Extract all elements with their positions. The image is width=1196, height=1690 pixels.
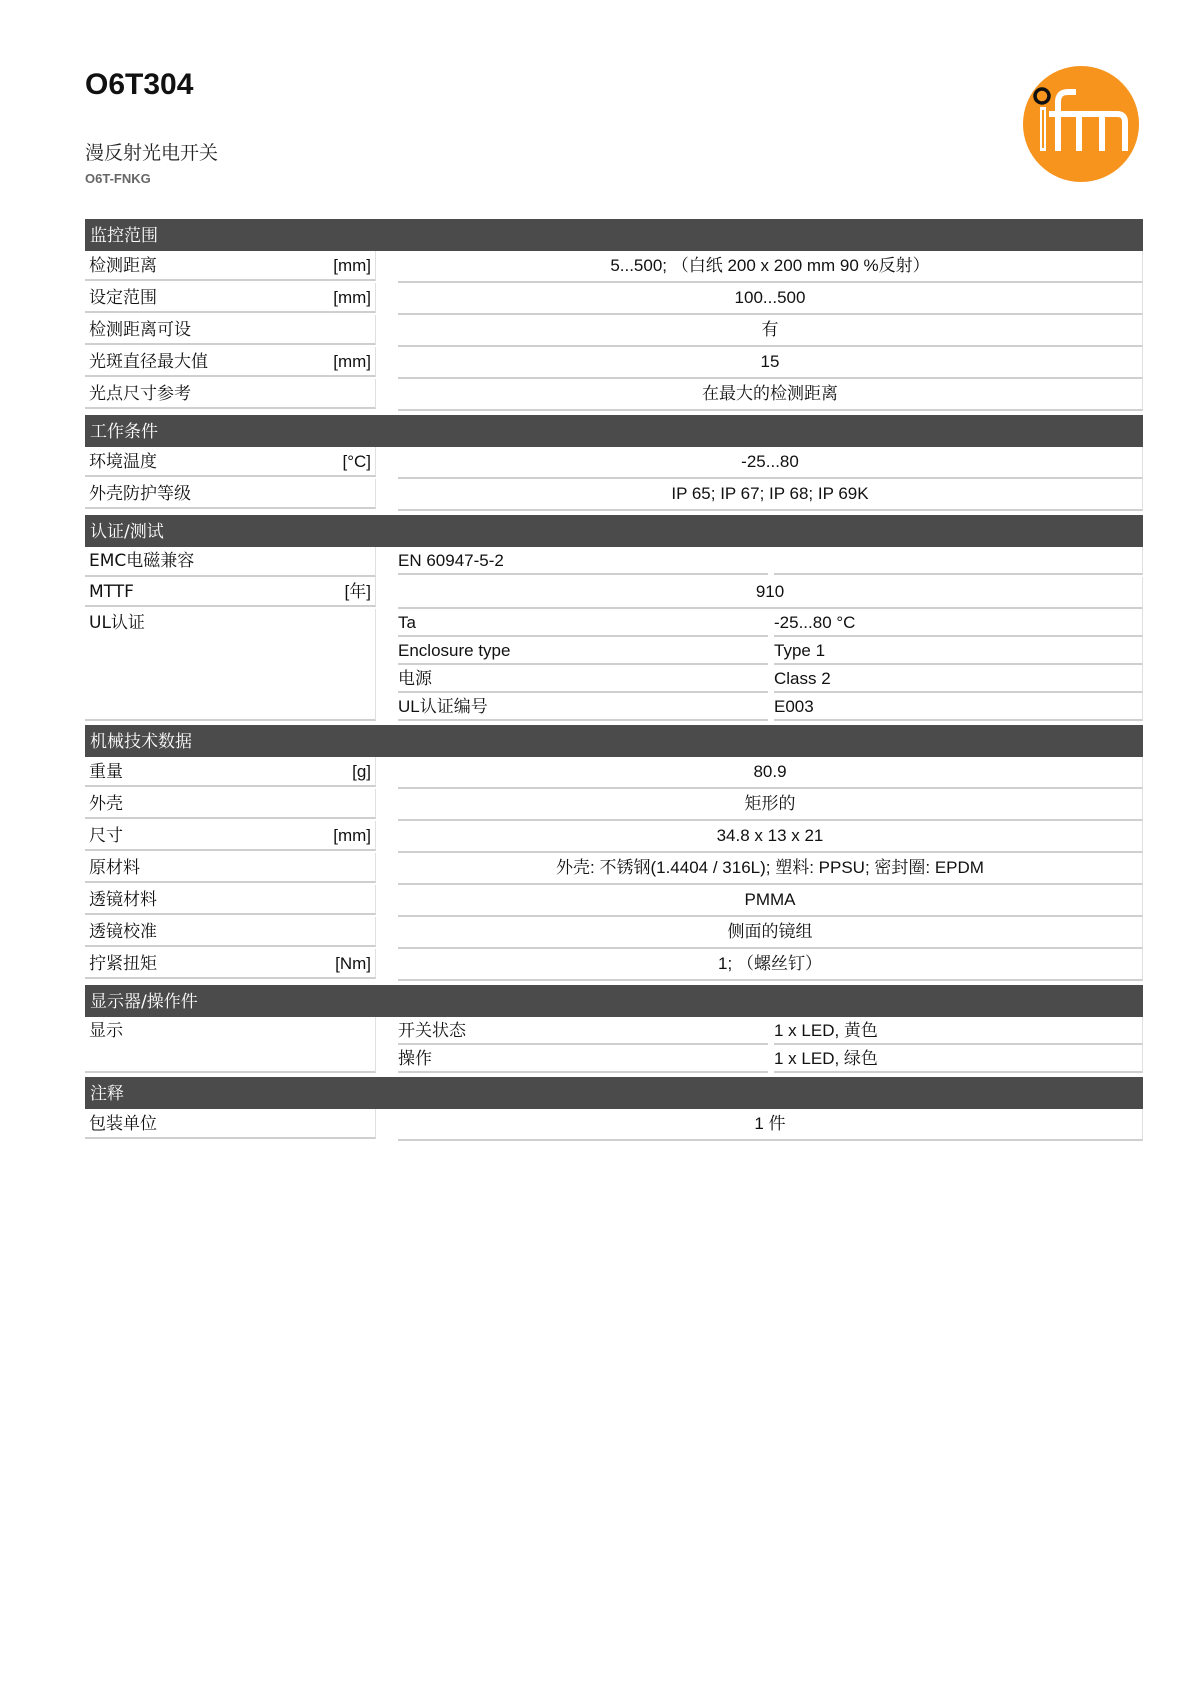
product-title: O6T304 [85,68,194,101]
row-unit: [Nm] [335,954,371,973]
row-value: 外壳: 不锈钢(1.4404 / 316L); 塑料: PPSU; 密封圈: EPDM [398,853,1143,885]
table-row [85,1109,1143,1141]
table-row [85,379,1143,411]
table-row [85,789,1143,821]
row-label: 透镜材料 [89,890,157,910]
sub-value [774,547,1143,575]
row-label: 设定范围 [89,288,157,308]
sub-key: 操作 [398,1045,768,1073]
sub-key: 开关状态 [398,1017,768,1045]
row-value: 100...500 [398,283,1143,315]
section-header-displays-controls: 显示器/操作件 [85,985,1143,1017]
table-row [85,283,1143,315]
row-unit: [°C] [342,452,371,471]
table-row [85,917,1143,949]
row-value: 1; （螺丝钉） [398,949,1143,981]
row-label: 透镜校准 [89,922,157,942]
sub-value: Class 2 [774,665,1143,693]
section-header-approvals: 认证/测试 [85,515,1143,547]
row-label: 检测距离可设 [89,320,191,340]
row-label: MTTF [89,582,134,602]
sub-key: UL认证编号 [398,693,768,721]
table-row [85,757,1143,789]
row-label: 光斑直径最大值 [89,352,208,372]
table-row [85,479,1143,511]
sub-key: Enclosure type [398,637,768,665]
row-unit: [mm] [333,256,371,275]
row-value: -25...80 [398,447,1143,479]
row-value: 矩形的 [398,789,1143,821]
row-label: 重量 [89,762,123,782]
row-unit: [mm] [333,826,371,845]
table-row [85,853,1143,885]
row-label: 拧紧扭矩 [89,954,157,974]
row-label: EMC电磁兼容 [89,551,195,571]
table-row [85,949,1143,981]
row-unit: [mm] [333,288,371,307]
sub-value: 1 x LED, 黄色 [774,1017,1143,1045]
row-unit: [年] [344,582,371,601]
section-header-remarks: 注释 [85,1077,1143,1109]
row-label: 检测距离 [89,256,157,276]
row-unit: [mm] [333,352,371,371]
sub-value: Type 1 [774,637,1143,665]
table-row [85,347,1143,379]
row-label: 环境温度 [89,452,157,472]
row-label: 原材料 [89,858,140,878]
row-value: 80.9 [398,757,1143,789]
table-row-mttf [85,577,1143,609]
row-value: 在最大的检测距离 [398,379,1143,411]
row-value: 5...500; （白纸 200 x 200 mm 90 %反射） [398,251,1143,283]
table-row [85,885,1143,917]
row-label: 显示 [89,1021,123,1041]
section-header-monitoring: 监控范围 [85,219,1143,251]
table-row [85,251,1143,283]
table-row [85,447,1143,479]
row-value: 910 [398,577,1143,609]
row-label: UL认证 [89,613,145,633]
sub-key: 电源 [398,665,768,693]
spec-table [85,219,1143,1141]
row-label: 光点尺寸参考 [89,384,191,404]
row-label: 包装单位 [89,1114,157,1134]
row-label: 外壳 [89,794,123,814]
row-label: 外壳防护等级 [89,484,191,504]
row-value: 34.8 x 13 x 21 [398,821,1143,853]
row-value: PMMA [398,885,1143,917]
row-value: 1 件 [398,1109,1143,1141]
table-row-emc [85,547,1143,577]
row-label: 尺寸 [89,826,123,846]
sub-key: Ta [398,609,768,637]
sub-value: 1 x LED, 绿色 [774,1045,1143,1073]
sub-key: EN 60947-5-2 [398,547,768,575]
table-row-display [85,1017,1143,1073]
table-row [85,821,1143,853]
row-value: 15 [398,347,1143,379]
sub-value: -25...80 °C [774,609,1143,637]
row-unit: [g] [352,762,371,781]
table-row-ul [85,609,1143,721]
product-code: O6T-FNKG [85,171,151,186]
row-value: IP 65; IP 67; IP 68; IP 69K [398,479,1143,511]
ifm-logo [1021,64,1141,184]
section-header-operating-conditions: 工作条件 [85,415,1143,447]
row-value: 有 [398,315,1143,347]
row-value: 侧面的镜组 [398,917,1143,949]
product-subtitle: 漫反射光电开关 [85,142,219,164]
sub-value: E003 [774,693,1143,721]
table-row [85,315,1143,347]
section-header-mechanical-data: 机械技术数据 [85,725,1143,757]
